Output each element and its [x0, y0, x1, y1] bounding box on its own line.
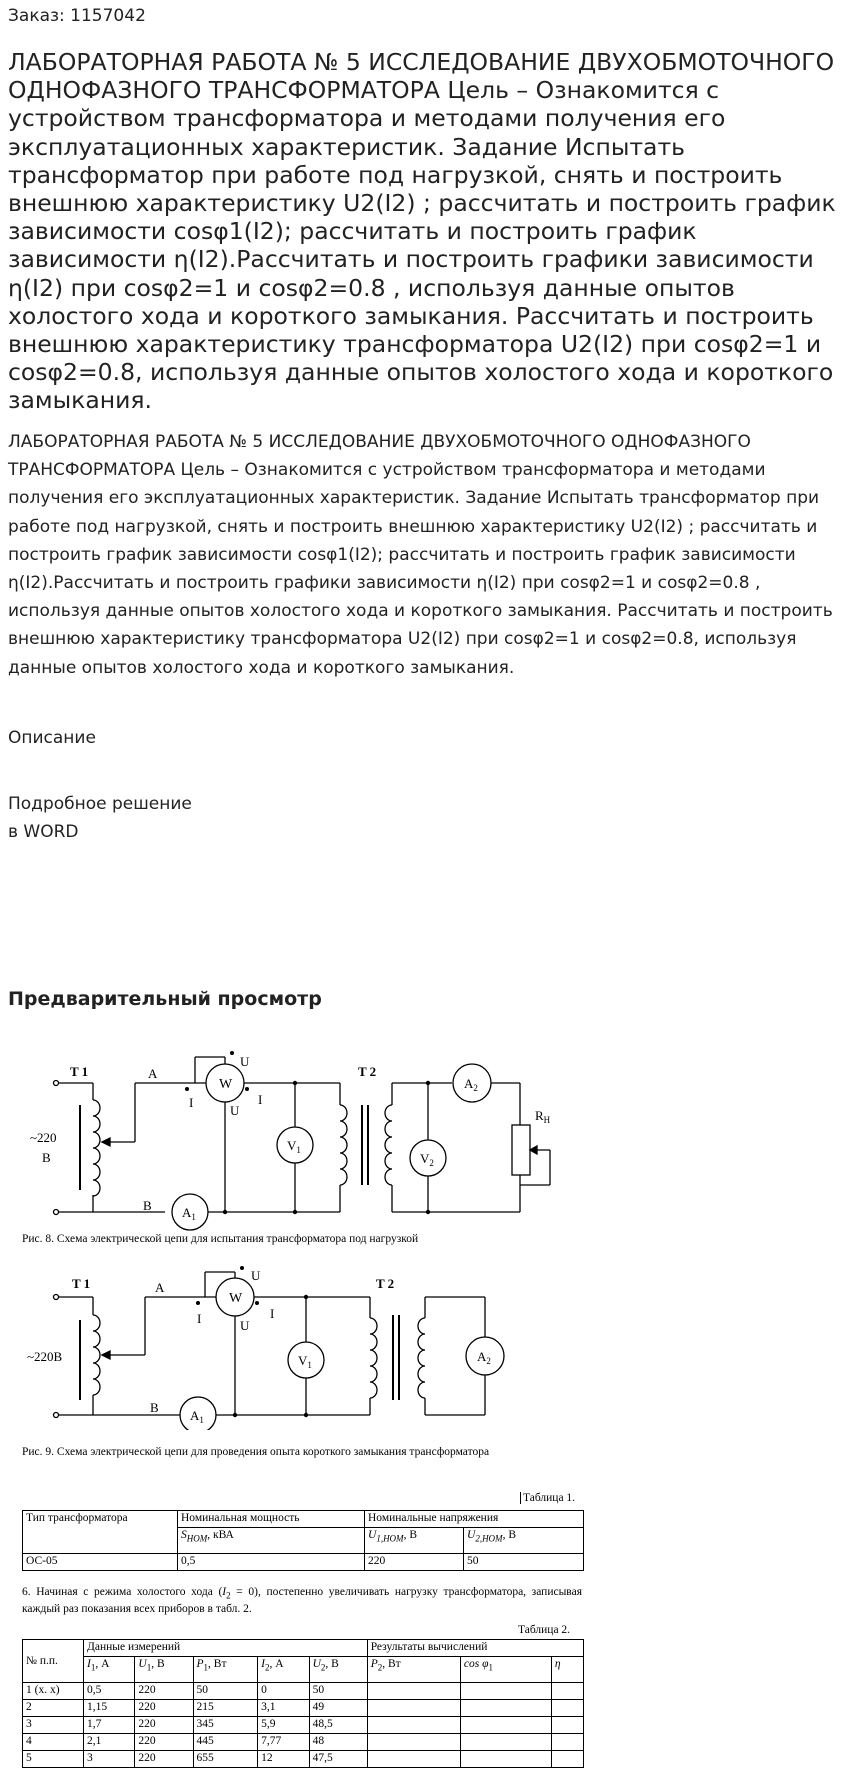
table-2-col-header: $U_2$, В — [309, 1657, 367, 1683]
table-cell: 3 — [23, 1717, 84, 1734]
table-cell — [551, 1700, 583, 1717]
table-cell — [460, 1734, 551, 1751]
table-cell: 220 — [135, 1700, 193, 1717]
page-title: ЛАБОРАТОРНАЯ РАБОТА № 5 ИССЛЕДОВАНИЕ ДВУХОБМОТОЧНОГО ОДНОФАЗНОГО ТРАНСФОРМАТОРА Цель – Ознакомится с устройством трансформатора и методами получения его эксплуатационных характеристик. Задание Испытать трансформатор при работе под нагрузкой, снять и построить внешнюю характеристику U2(I2) ; рассчитать и построить график зависимости cosφ1(I2); рассчитать и построить график зависимости η(I2).Рассчитать и построить графики зависимости η(I2) при cosφ2=1 и cosφ2=0.8 , используя данные опытов холостого хода и короткого замыкания. Рассчитать и построить внешнюю характеристику трансформатора U2(I2) при cosφ2=1 и cosφ2=0.8, используя данные опытов холостого хода и короткого замыкания. — [8, 48, 836, 415]
table-2 — [22, 1639, 584, 1768]
table-2-col-header: $U_1$, В — [135, 1657, 193, 1683]
fig8-ammeter-2: $A_2$ — [464, 1076, 478, 1093]
fig9-t2-label: T 2 — [376, 1276, 395, 1291]
description-label: Описание — [8, 728, 96, 748]
table-cell: 1 (х. х) — [23, 1683, 84, 1700]
table-cell: 345 — [193, 1717, 258, 1734]
fig9-node-b: B — [150, 1400, 159, 1415]
table-cell: 215 — [193, 1700, 258, 1717]
table-cell: 3 — [84, 1751, 135, 1768]
table-cell — [367, 1700, 460, 1717]
table-cell: 0,5 — [84, 1683, 135, 1700]
fig8-source-voltage: ~220 — [30, 1130, 57, 1145]
table-cell — [367, 1717, 460, 1734]
table-cell — [551, 1717, 583, 1734]
fig8-w-u-bottom: U — [230, 1103, 240, 1118]
table-2-col-header: $\cos \varphi_1$ — [460, 1657, 551, 1683]
fig8-node-b: B — [143, 1198, 152, 1213]
table-1-col-u1: $U_{1,НОМ}$, В — [365, 1528, 464, 1554]
table-2-header-results: Результаты вычислений — [367, 1640, 583, 1657]
figure-8-circuit — [0, 1020, 600, 1250]
table-cell: 1,15 — [84, 1700, 135, 1717]
fig8-wattmeter: W — [219, 1077, 233, 1092]
table-row — [23, 1751, 584, 1768]
table-cell — [460, 1751, 551, 1768]
table-cell: 3,1 — [258, 1700, 309, 1717]
fig9-ammeter-1: $A_1$ — [190, 1408, 204, 1425]
table-cell — [367, 1734, 460, 1751]
table-cell: 2,1 — [84, 1734, 135, 1751]
table-2-col-header: $I_1$, А — [84, 1657, 135, 1683]
table-cell: 48,5 — [309, 1717, 367, 1734]
table-2-col-header: $I_2$, А — [258, 1657, 309, 1683]
fig8-w-u-top: U — [240, 1054, 250, 1069]
fig9-t1-label: T 1 — [72, 1276, 91, 1291]
fig8-ammeter-1: $A_1$ — [182, 1205, 196, 1222]
table-1-header-voltages: Номинальные напряжения — [365, 1511, 584, 1528]
table-cell: 655 — [193, 1751, 258, 1768]
table-cell: 5,9 — [258, 1717, 309, 1734]
fig9-node-a: A — [155, 1280, 165, 1295]
table-cell: 220 — [135, 1751, 193, 1768]
fig8-t1-label: T 1 — [70, 1064, 89, 1079]
table-2-col-header: $P_1$, Вт — [193, 1657, 258, 1683]
fig9-voltmeter-1: $V_1$ — [298, 1353, 312, 1370]
table-cell: 7,77 — [258, 1734, 309, 1751]
table-cell — [460, 1717, 551, 1734]
table-cell — [367, 1683, 460, 1700]
figure-9-circuit — [0, 1260, 600, 1430]
table-row — [23, 1683, 584, 1700]
table-2-col-header: η — [551, 1657, 583, 1683]
table-row — [23, 1700, 584, 1717]
figure-9-caption: Рис. 9. Схема электрической цепи для проведения опыта короткого замыкания трансформатора — [22, 1446, 490, 1458]
table-cell: 1,7 — [84, 1717, 135, 1734]
table-cell: 2 — [23, 1700, 84, 1717]
fig9-source-voltage: ~220В — [27, 1349, 63, 1364]
table-1 — [22, 1510, 584, 1571]
fig9-w-i-right: I — [270, 1306, 275, 1321]
table-cell: 49 — [309, 1700, 367, 1717]
table-cell: 50 — [193, 1683, 258, 1700]
solution-format: в WORD — [8, 822, 79, 842]
fig8-node-a: A — [148, 1066, 158, 1081]
table-2-col-header: $P_2$, Вт — [367, 1657, 460, 1683]
table-cell: 220 — [135, 1717, 193, 1734]
fig8-t2-label: T 2 — [358, 1064, 377, 1079]
figure-8-caption: Рис. 8. Схема электрической цепи для испытания трансформатора под нагрузкой — [22, 1233, 419, 1245]
fig8-voltmeter-1: $V_1$ — [287, 1138, 301, 1155]
task-text: ЛАБОРАТОРНАЯ РАБОТА № 5 ИССЛЕДОВАНИЕ ДВУХОБМОТОЧНОГО ОДНОФАЗНОГО ТРАНСФОРМАТОРА Цель – Ознакомится с устройством трансформатора и методами получения его эксплуатационных характеристик. Задание Испытать трансформатор при работе под нагрузкой, снять и построить внешнюю характеристику U2(I2) ; рассчитать и построить график зависимости cosφ1(I2); рассчитать и построить график зависимости η(I2).Рассчитать и построить графики зависимости η(I2) при cosφ2=1 и cosφ2=0.8 , используя данные опытов холостого хода и короткого замыкания. Рассчитать и построить внешнюю характеристику трансформатора U2(I2) при cosφ2=1 и cosφ2=0.8, используя данные опытов холостого хода и короткого замыкания. — [8, 432, 833, 678]
table-cell — [551, 1751, 583, 1768]
table-cell: 47,5 — [309, 1751, 367, 1768]
fig8-load-resistor: $R_Н$ — [535, 1108, 551, 1125]
fig8-w-i-right: I — [258, 1092, 263, 1107]
table-1-col-s: $S_{НОМ}$, кВА — [178, 1528, 365, 1554]
fig8-source-unit: В — [42, 1150, 51, 1165]
table-1-header-type: Тип трансформатора — [23, 1511, 178, 1554]
table-2-label: Таблица 2. — [518, 1624, 571, 1636]
table-row — [23, 1717, 584, 1734]
table-1-col-u2: $U_{2,НОМ}$, В — [464, 1528, 584, 1554]
table-cell: 48 — [309, 1734, 367, 1751]
table-cell: 445 — [193, 1734, 258, 1751]
fig9-w-u-top: U — [251, 1268, 261, 1283]
fig9-w-i-left: I — [197, 1311, 202, 1326]
solution-note — [8, 790, 192, 846]
table-2-header-num: № п.п. — [23, 1640, 84, 1683]
table-1-label: Таблица 1. — [520, 1492, 575, 1504]
table-cell: 12 — [258, 1751, 309, 1768]
fig8-w-i-left: I — [189, 1095, 194, 1110]
fig9-ammeter-2: $A_2$ — [477, 1349, 491, 1366]
table-2-header-measurements: Данные измерений — [84, 1640, 368, 1657]
table-row — [23, 1734, 584, 1751]
table-cell: 5 — [23, 1751, 84, 1768]
table-cell: 50 — [309, 1683, 367, 1700]
table-cell: 220 — [135, 1683, 193, 1700]
table-cell — [460, 1683, 551, 1700]
order-number: Заказ: 1157042 — [8, 6, 146, 26]
fig9-wattmeter: W — [229, 1291, 243, 1306]
fig9-w-u-bottom: U — [240, 1318, 250, 1333]
table-1-header-power: Номинальная мощность — [178, 1511, 365, 1528]
table-cell: 0 — [258, 1683, 309, 1700]
table-cell: 220 — [135, 1734, 193, 1751]
table-cell: 4 — [23, 1734, 84, 1751]
table-cell — [551, 1734, 583, 1751]
solution-line: Подробное решение — [8, 794, 192, 814]
table-cell — [460, 1700, 551, 1717]
fig8-voltmeter-2: $V_2$ — [420, 1151, 434, 1168]
document-preview — [0, 1020, 847, 1781]
preview-heading: Предварительный просмотр — [8, 988, 322, 1010]
table-cell — [551, 1683, 583, 1700]
table-cell — [367, 1751, 460, 1768]
step-6-text: 6. Начиная с режима холостого хода $(I_2 = 0)$, постепенно увеличивать нагрузку трансформатора, записывая каждый раз показания всех приборов в табл. 2. — [22, 1586, 582, 1616]
table-row: ОС-05 0,5 220 50 — [23, 1554, 584, 1571]
